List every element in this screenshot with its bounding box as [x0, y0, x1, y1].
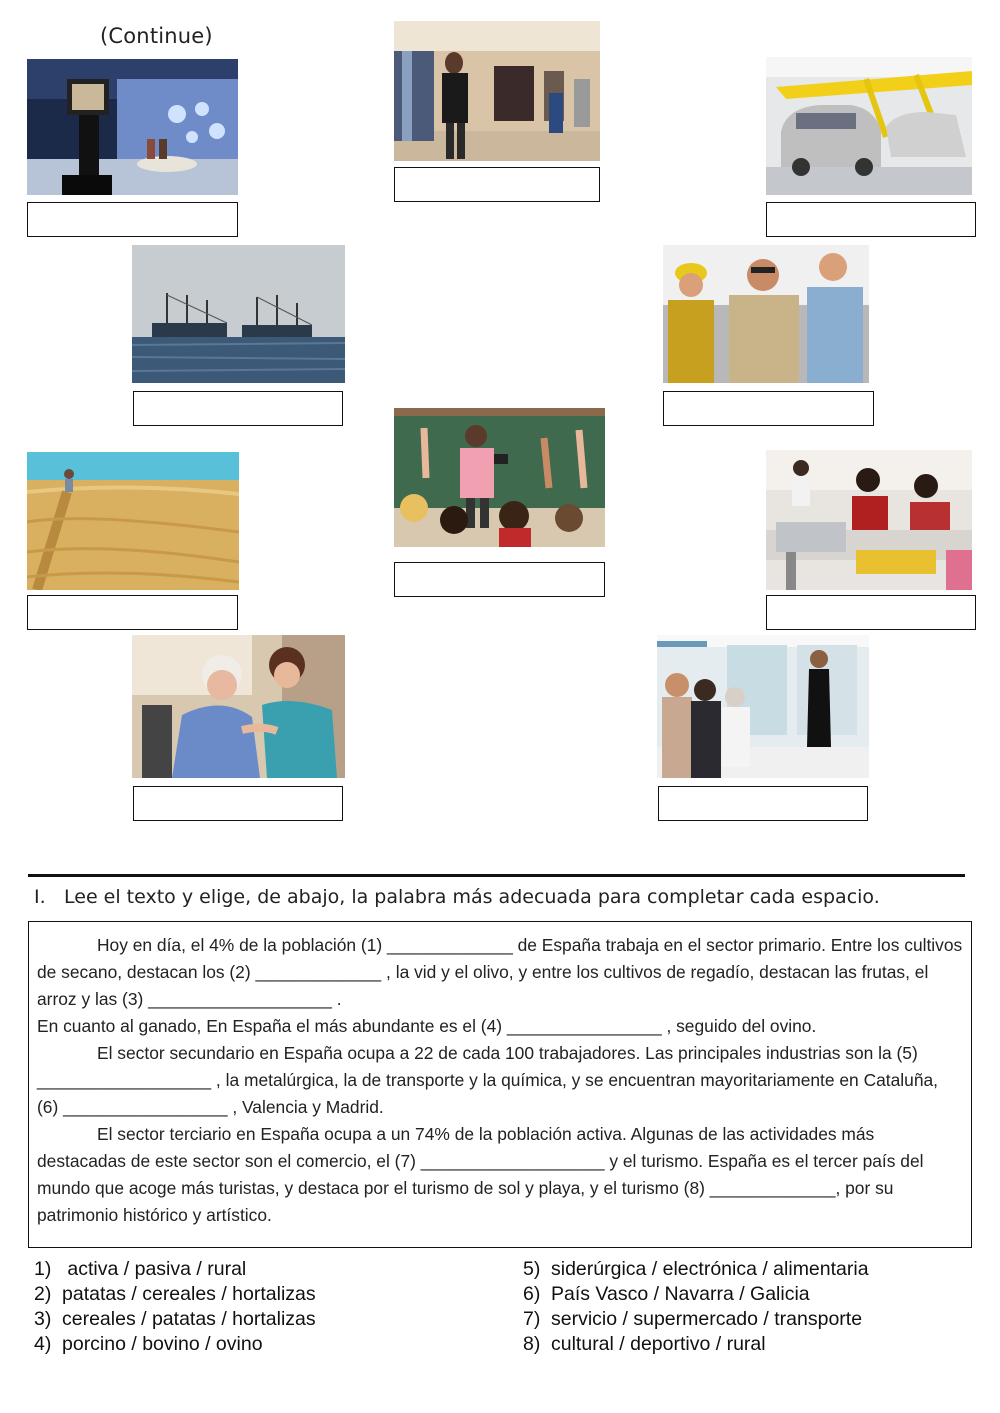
option-number: 2) — [34, 1283, 52, 1305]
answer-box-car-factory[interactable] — [766, 202, 976, 237]
answer-box-business-meeting[interactable] — [658, 786, 868, 821]
textile-workers-photo — [766, 450, 972, 590]
continue-label: (Continue) — [100, 24, 213, 48]
wheat-field-photo — [27, 452, 239, 590]
option-number: 3) — [34, 1308, 52, 1330]
option-number: 6) — [523, 1283, 541, 1305]
business-meeting-photo — [657, 635, 869, 778]
fishing-boats-photo — [132, 245, 345, 383]
options-left-list — [34, 1257, 316, 1357]
option-text: patatas / cereales / hortalizas — [62, 1283, 316, 1305]
option-item — [34, 1282, 316, 1307]
option-text: cultural / deportivo / rural — [551, 1333, 766, 1355]
answer-box-wheat-field[interactable] — [27, 595, 238, 630]
section-divider — [28, 874, 965, 877]
option-number: 8) — [523, 1333, 541, 1355]
option-number: 1) — [34, 1258, 52, 1280]
emergency-workers-photo — [663, 245, 869, 383]
option-item — [523, 1257, 869, 1282]
option-text: activa / pasiva / rural — [62, 1258, 247, 1280]
answer-box-caregiver-elderly[interactable] — [133, 786, 343, 821]
option-item — [34, 1257, 316, 1282]
option-number: 5) — [523, 1258, 541, 1280]
answer-box-textile-workers[interactable] — [766, 595, 976, 630]
option-text: cereales / patatas / hortalizas — [62, 1308, 316, 1330]
paragraph-livestock: En cuanto al ganado, En España el más abundante es el (4) ________________ , seguido del ovino. — [37, 1016, 817, 1036]
option-text: porcino / bovino / ovino — [62, 1333, 263, 1355]
answer-box-fishing-boats[interactable] — [133, 391, 343, 426]
caregiver-elderly-photo — [132, 635, 345, 778]
paragraph-secondary-sector: El sector secundario en España ocupa a 22 de cada 100 trabajadores. Las principales industrias son la (5) __________________ , la metalúrgica, la de transporte y la química, y se encuentran mayoritariamente en Cataluña, (6) _________________ , Valencia y Madrid. — [37, 1043, 939, 1117]
option-number: 4) — [34, 1333, 52, 1355]
clothing-store-photo — [394, 21, 600, 161]
paragraph-tertiary-sector: El sector terciario en España ocupa a un 74% de la población activa. Algunas de las actividades más destacadas de este sector son el comercio, el (7) ___________________ y el turismo. España es el tercer país del mundo que acoge más turistas, y destaca por el turismo de sol y playa, y el turismo (8) _____________, por su patrimonio histórico y artístico. — [37, 1124, 924, 1225]
option-item — [523, 1282, 869, 1307]
answer-box-tv-studio[interactable] — [27, 202, 238, 237]
answer-box-emergency-workers[interactable] — [663, 391, 874, 426]
exercise-instruction-text: Lee el texto y elige, de abajo, la palabra más adecuada para completar cada espacio. — [64, 886, 880, 908]
option-text: País Vasco / Navarra / Galicia — [551, 1283, 810, 1305]
option-item — [34, 1332, 316, 1357]
exercise-number: I. — [34, 886, 46, 908]
option-item — [34, 1307, 316, 1332]
option-item — [523, 1332, 869, 1357]
reading-text-box — [28, 921, 972, 1248]
option-number: 7) — [523, 1308, 541, 1330]
exercise-instruction — [34, 886, 880, 908]
tv-studio-photo — [27, 59, 238, 195]
options-right-list — [523, 1257, 869, 1357]
option-item — [523, 1307, 869, 1332]
option-text: siderúrgica / electrónica / alimentaria — [551, 1258, 869, 1280]
car-factory-photo — [766, 57, 972, 195]
answer-box-clothing-store[interactable] — [394, 167, 600, 202]
answer-box-classroom-teacher[interactable] — [394, 562, 605, 597]
classroom-teacher-photo — [394, 408, 605, 547]
option-text: servicio / supermercado / transporte — [551, 1308, 863, 1330]
paragraph-primary-sector: Hoy en día, el 4% de la población (1) _____________ de España trabaja en el sector primario. Entre los cultivos de secano, destacan los (2) _____________ , la vid y el olivo, y entre los cultivos de regadío, destacan las frutas, el arroz y las (3) ___________________ . — [37, 935, 963, 1009]
